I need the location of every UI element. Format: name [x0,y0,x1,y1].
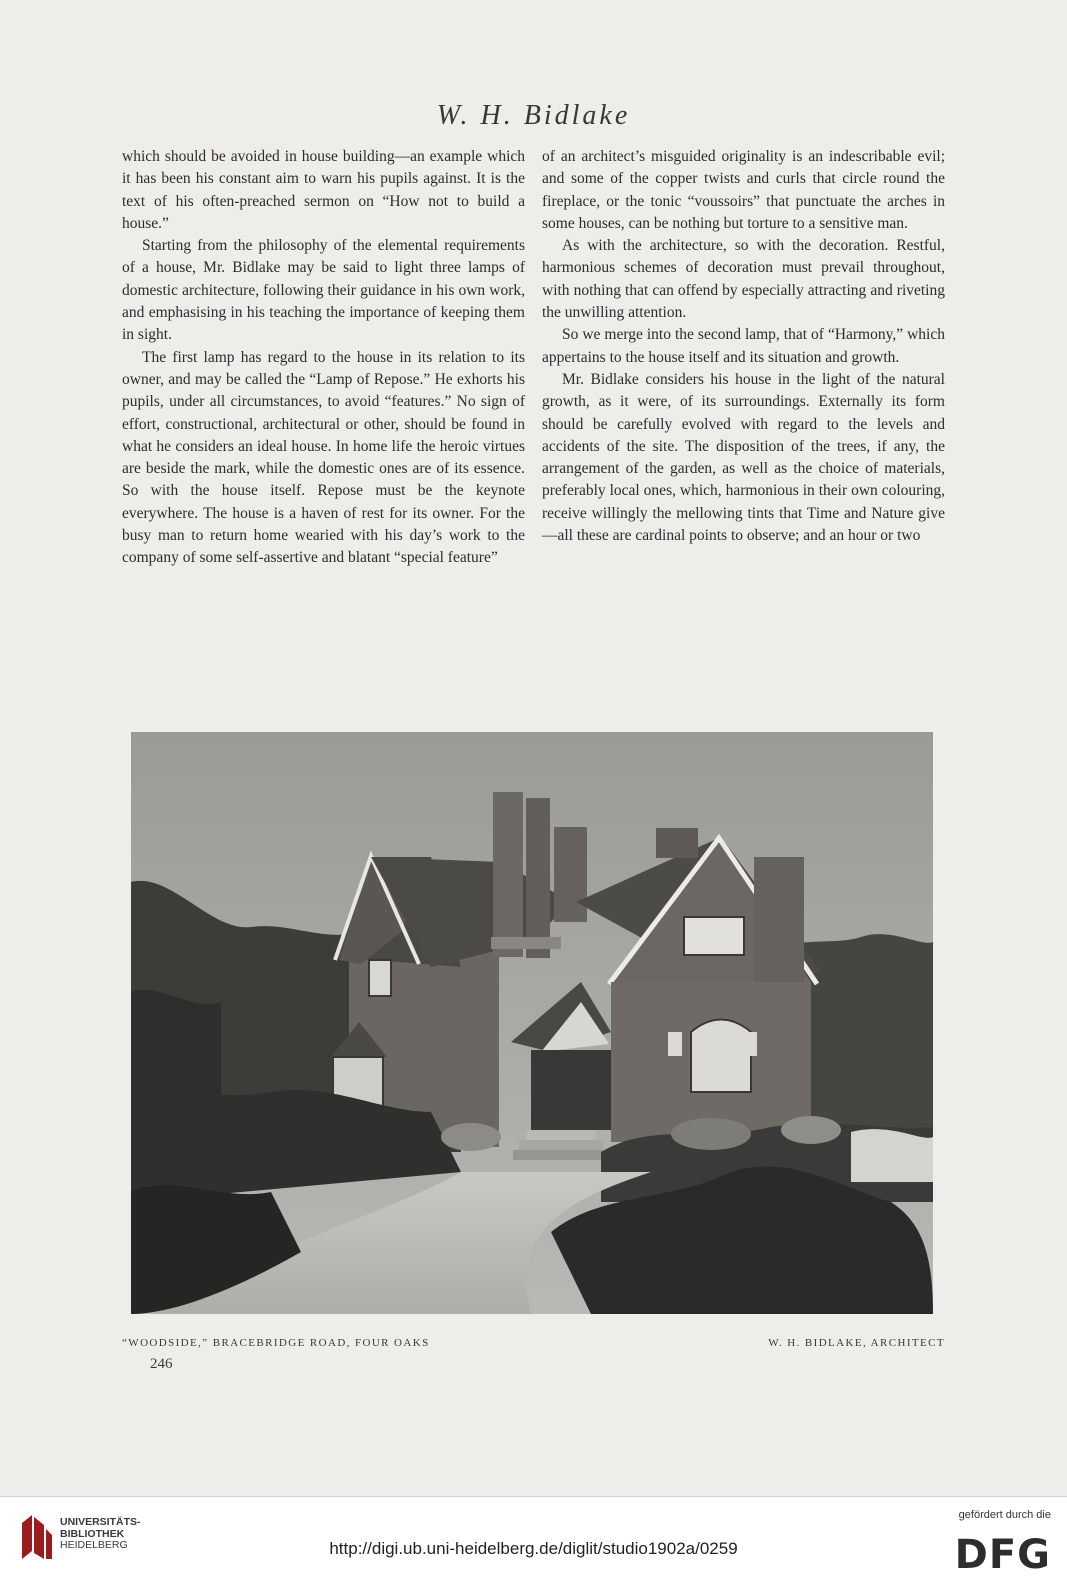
funded-by-label: gefördert durch die [958,1509,1051,1521]
library-name-line: BIBLIOTHEK [60,1527,125,1540]
left-text-column [122,146,525,570]
dfg-logo: DFG [954,1532,1051,1578]
library-name-line: UNIVERSITÄTS- [60,1516,141,1528]
plate-caption-title: “WOODSIDE,” BRACEBRIDGE ROAD, FOUR OAKS [122,1337,430,1349]
permalink-url[interactable]: http://digi.ub.uni-heidelberg.de/diglit/studio1902a/0259 [329,1539,738,1558]
viewer-footer [0,1496,1067,1594]
paragraph: Starting from the philosophy of the elemental requirements of a house, Mr. Bidlake may be said to light three lamps of domestic architecture, following their guidance in his own work, and emphasising in his teaching the importance of keeping them in sight. [122,237,525,344]
running-title: W. H. Bidlake [436,100,631,131]
library-name-line: HEIDELBERG [60,1539,128,1551]
paragraph: The first lamp has regard to the house in its relation to its owner, and may be called the “Lamp of Repose.” He exhorts his pupils, under all circumstances, to avoid “features.” No sign of effort, constructional, architectural or other, should be found in what he considers an ideal house. In home life the heroic virtues are beside the mark, while the domestic ones are of its essence. So with the house itself. Repose must be the keynote everywhere. The house is a haven of rest for its owner. For the busy man to return home wearied with his day’s work to the company of some self-assertive and blatant “special feature” [122,348,525,567]
paragraph: of an architect’s misguided originality is an indescribable evil; and some of the copper twists and curls that circle round the fireplace, or the tonic “voussoirs” that punctuate the arches in some houses, can be nothing but torture to a sensitive man. [542,148,945,232]
plate-caption-architect: W. H. BIDLAKE, ARCHITECT [768,1337,945,1349]
page-number: 246 [150,1356,173,1372]
paragraph: As with the architecture, so with the decoration. Restful, harmonious schemes of decoration must prevail throughout, with nothing that can offend by especially attracting and riveting the unwilling attention. [542,237,945,322]
right-text-column [542,146,945,547]
paragraph: which should be avoided in house building—an example which it has been his constant aim to warn his pupils against. It is the text of his often-preached sermon on “How not to build a house.” [122,148,525,232]
house-photograph-illustration [131,732,933,1314]
paragraph: Mr. Bidlake considers his house in the light of the natural growth, as it were, of its surroundings. Externally its form should be carefully evolved with regard to the levels and accidents of the site. The disposition of the trees, if any, the arrangement of the garden, as well as the choice of materials, preferably local ones, which, harmonious in their own colouring, receive willingly the mellowing tints that Time and Nature give—all these are cardinal points to observe; and an hour or two [542,370,945,545]
house-photograph [131,732,933,1314]
paragraph: So we merge into the second lamp, that of “Harmony,” which appertains to the house itself and its situation and growth. [542,326,945,366]
